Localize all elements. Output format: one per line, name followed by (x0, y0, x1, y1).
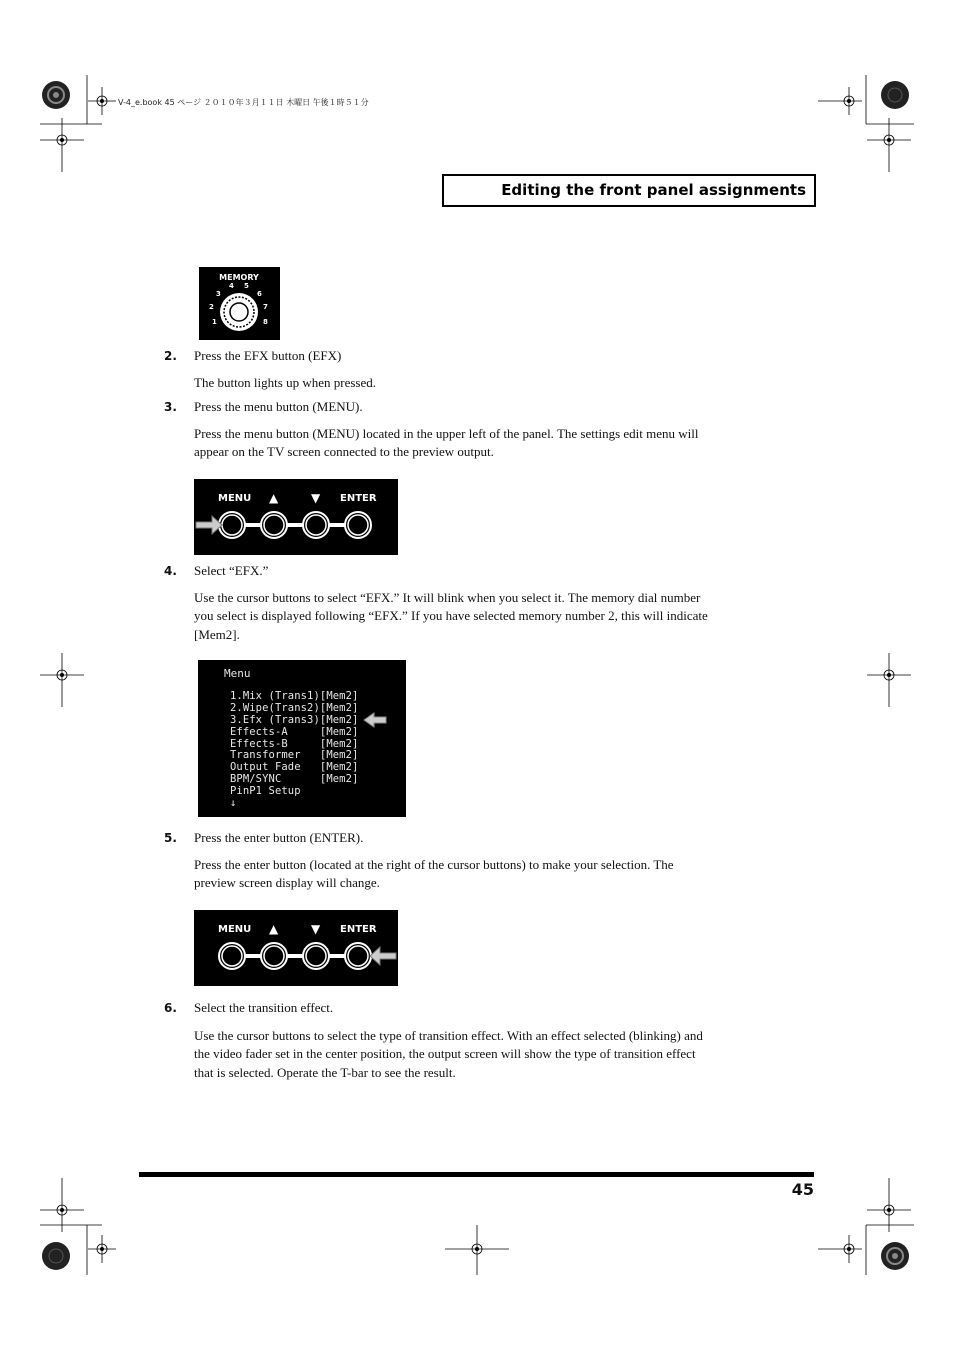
body-line: that is selected. Operate the T-bar to see the result. (194, 1064, 456, 1080)
body-line: you select is displayed following “EFX.” If you have selected memory number 2, this will indicate (194, 608, 708, 624)
body-line: Use the cursor buttons to select the type of transition effect. With an effect selected (blinking) and (194, 1028, 703, 1043)
menu-label: MENU (218, 493, 252, 504)
step-title: Select “EFX.” (194, 563, 269, 578)
dial-number-5: 5 (244, 282, 249, 290)
down-label: ▼ (311, 922, 321, 936)
dial-number-4: 4 (229, 282, 234, 290)
button-panel-enter-figure (194, 910, 398, 986)
menu-line: Effects-B [Mem2] (230, 738, 359, 750)
step-body (194, 425, 764, 462)
up-label: ▲ (269, 491, 279, 505)
step-number: 5. (164, 831, 177, 845)
menu-line: 3.Efx (Trans3)[Mem2] (230, 714, 359, 726)
step-body (194, 1027, 764, 1082)
menu-line: BPM/SYNC [Mem2] (230, 773, 359, 785)
selection-arrow-icon (364, 713, 386, 727)
body-line: preview screen display will change. (194, 875, 380, 891)
section-heading-box (442, 174, 816, 207)
arrow-icon (196, 516, 222, 534)
menu-label: MENU (218, 924, 252, 935)
step-body (194, 589, 764, 644)
body-line: Press the enter button (located at the right of the cursor buttons) to make your selection. The (194, 857, 674, 872)
menu-line: PinP1 Setup (230, 785, 301, 797)
footer-rule (139, 1172, 814, 1177)
enter-label: ENTER (340, 493, 377, 504)
step-title: Press the EFX button (EFX) (194, 348, 342, 363)
step-body (194, 856, 764, 893)
menu-screen-title: Menu (224, 667, 251, 680)
menu-line: Effects-A [Mem2] (230, 726, 359, 738)
step-number: 6. (164, 1001, 177, 1015)
section-title: Editing the front panel assignments (501, 181, 806, 199)
body-line: The button lights up when pressed. (194, 375, 376, 390)
dial-number-1: 1 (212, 318, 217, 326)
body-line: [Mem2]. (194, 626, 240, 642)
menu-line: Output Fade [Mem2] (230, 761, 359, 773)
step-number: 3. (164, 400, 177, 414)
step-number: 4. (164, 564, 177, 578)
body-line: Use the cursor buttons to select “EFX.” It will blink when you select it. The memory dial number (194, 590, 701, 605)
step-title: Select the transition effect. (194, 1000, 334, 1015)
up-label: ▲ (269, 922, 279, 936)
dial-number-8: 8 (263, 318, 268, 326)
button-panel-menu-figure (194, 479, 398, 555)
memory-dial-label: MEMORY (219, 273, 259, 282)
dial-number-2: 2 (209, 303, 214, 311)
down-label: ▼ (311, 491, 321, 505)
menu-line: 1.Mix (Trans1)[Mem2] (230, 690, 359, 702)
step-number: 2. (164, 349, 177, 363)
page-number: 45 (791, 1180, 814, 1199)
menu-line: ↓ (230, 797, 237, 809)
dial-number-3: 3 (216, 290, 221, 298)
memory-dial-figure (199, 267, 280, 340)
dial-number-6: 6 (257, 290, 262, 298)
menu-screen-figure (198, 660, 406, 817)
arrow-icon (370, 947, 396, 965)
step-body (194, 374, 764, 392)
enter-label: ENTER (340, 924, 377, 935)
body-line: appear on the TV screen connected to the preview output. (194, 444, 494, 460)
print-header: V-4_e.book 45 ページ ２０１０年３月１１日 木曜日 午後１時５１分 (118, 98, 369, 107)
menu-line: 2.Wipe(Trans2)[Mem2] (230, 702, 359, 714)
menu-line: Transformer [Mem2] (230, 749, 359, 761)
step-title: Press the menu button (MENU). (194, 399, 363, 414)
step-title: Press the enter button (ENTER). (194, 830, 364, 845)
body-line: the video fader set in the center position, the output screen will show the type of transition effect (194, 1046, 696, 1062)
dial-number-7: 7 (263, 303, 268, 311)
body-line: Press the menu button (MENU) located in the upper left of the panel. The settings edit menu will (194, 426, 699, 441)
